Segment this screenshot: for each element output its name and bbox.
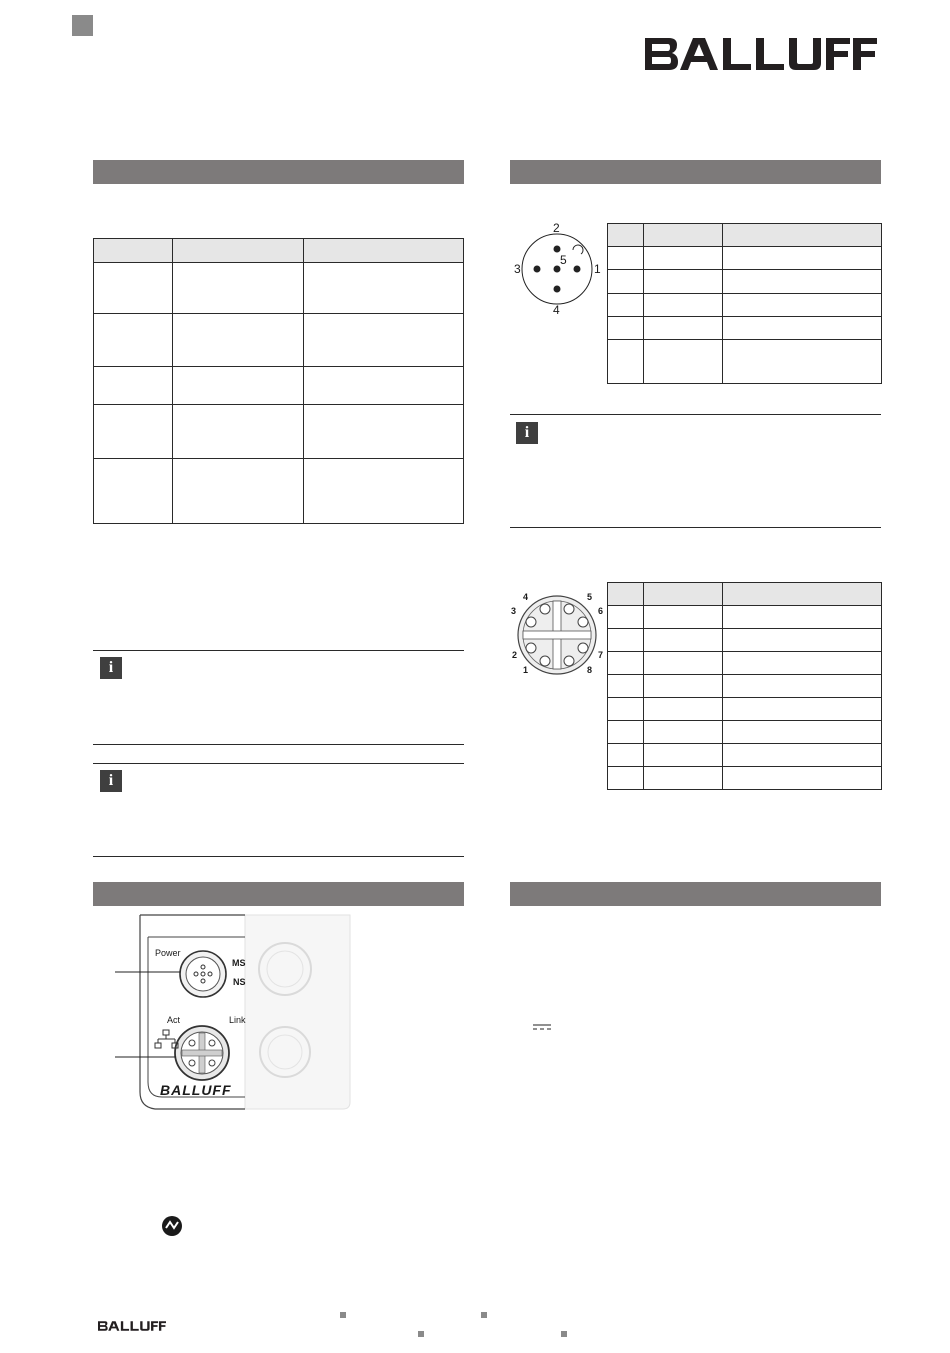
pin-label: 3 [511, 606, 517, 616]
info-box-top-rule [510, 414, 881, 415]
ethernet-icon [155, 1030, 178, 1048]
device-panel-illustration [100, 912, 360, 1117]
pin-label: 5 [560, 253, 567, 267]
footer-bullet [340, 1312, 346, 1318]
table-row [94, 314, 464, 367]
ground-symbol-icon [161, 1215, 183, 1242]
connector-4pin-diagram [510, 220, 605, 320]
section-header-bar [93, 882, 464, 906]
pin-label: 1 [523, 665, 529, 675]
info-icon: i [100, 770, 122, 792]
info-box-bottom-rule [93, 856, 464, 857]
footer-bullet [418, 1331, 424, 1337]
pin-label: 6 [598, 606, 604, 616]
table-row [94, 367, 464, 405]
table-row [608, 744, 882, 767]
info-icon: i [100, 657, 122, 679]
pin-table-4pin [607, 223, 882, 384]
section-header-bar [510, 882, 881, 906]
power-label: Power [155, 948, 181, 958]
table-row [608, 698, 882, 721]
pin-table-8pin [607, 582, 882, 790]
table-row [608, 652, 882, 675]
section-header-bar [93, 160, 464, 184]
footer-balluff-logo [98, 1318, 166, 1336]
table-header-row [608, 224, 882, 247]
table-row [94, 405, 464, 459]
table-row [608, 675, 882, 698]
table-row [608, 317, 882, 340]
corner-marker [72, 15, 93, 36]
table-row [608, 767, 882, 790]
pin-label: 7 [598, 650, 604, 660]
ns-led-label: NS [233, 977, 246, 987]
info-box-bottom-rule [510, 527, 881, 528]
info-box-bottom-rule [93, 744, 464, 745]
pin-label: 8 [587, 665, 593, 675]
table-row [608, 629, 882, 652]
table-header-row [608, 583, 882, 606]
act-led-label: Act [167, 1015, 181, 1025]
link-led-label: Link [229, 1015, 246, 1025]
table-row [608, 721, 882, 744]
pin-label: 1 [594, 262, 601, 276]
section-header-bar [510, 160, 881, 184]
pin-label: 3 [514, 262, 521, 276]
table-row [608, 294, 882, 317]
pin-label: 5 [587, 592, 593, 602]
footer-bullet [481, 1312, 487, 1318]
table-row [94, 263, 464, 314]
info-box-top-rule [93, 650, 464, 651]
ms-led-label: MS [232, 958, 246, 968]
left-table [93, 238, 464, 524]
footer-bullet [561, 1331, 567, 1337]
table-row [608, 270, 882, 294]
table-row [608, 606, 882, 629]
table-header-row [94, 239, 464, 263]
panel-logo: BALLUFF [160, 1082, 232, 1098]
balluff-logo [645, 38, 877, 75]
dc-symbol-icon [532, 1018, 552, 1036]
connector-8pin-diagram [507, 592, 607, 678]
table-row [608, 340, 882, 384]
table-row [94, 459, 464, 524]
info-icon: i [516, 422, 538, 444]
pin-label: 4 [553, 303, 560, 317]
table-row [608, 247, 882, 270]
pin-label: 4 [523, 592, 529, 602]
pin-label: 2 [553, 221, 560, 235]
pin-label: 2 [512, 650, 518, 660]
info-box-top-rule [93, 763, 464, 764]
